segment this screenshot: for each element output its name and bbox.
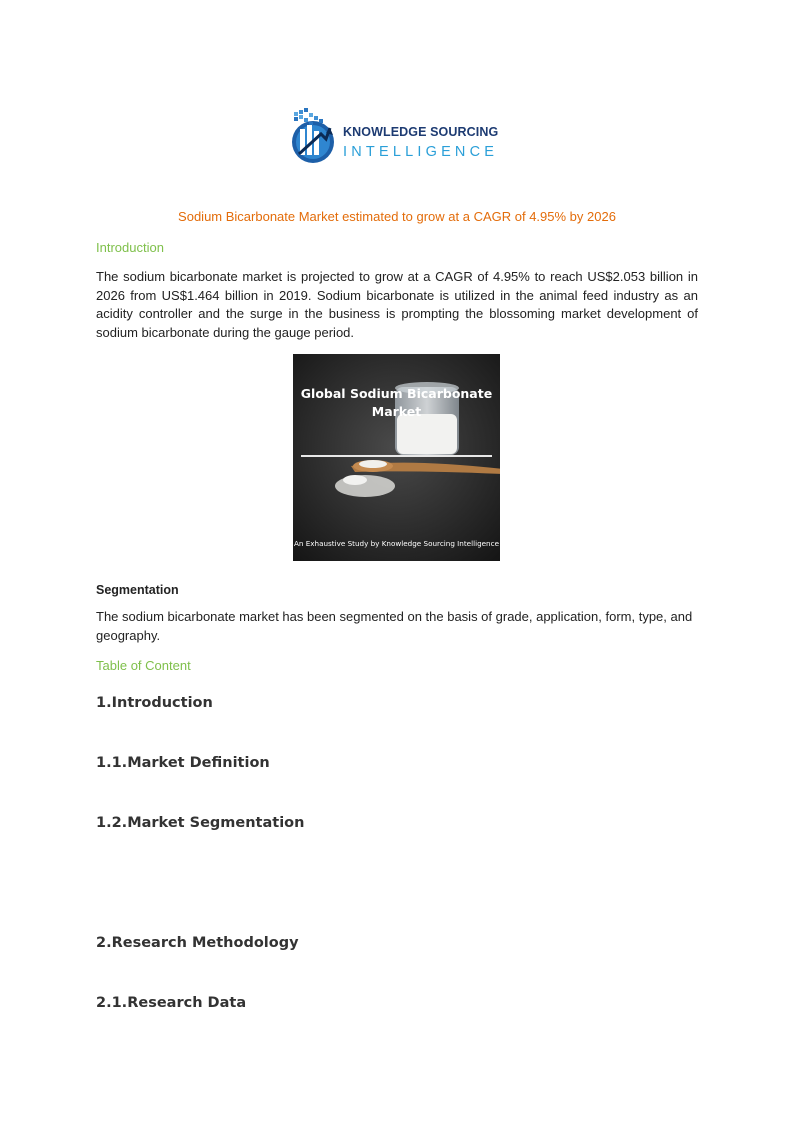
toc-item: 1.2.Market Segmentation [96,815,305,831]
segmentation-paragraph: The sodium bicarbonate market has been segmented on the basis of grade, application, form, type, and geography. [96,609,693,643]
logo-tagline: INTELLIGENCE [343,144,499,160]
press-headline: Sodium Bicarbonate Market estimated to grow at a CAGR of 4.95% by 2026 [178,209,616,224]
intro-paragraph: The sodium bicarbonate market is projected to grow at a CAGR of 4.95% to reach US$2.053 billion in 2026 from US$1.464 billion in 2019. Sodium bicarbonate is utilized in the animal feed industry as an acidity controller and the surge in the business is prompting the blossoming market development of sodium bicarbonate during the gauge period. [96,269,698,340]
toc-item: 1.1.Market Definition [96,755,270,771]
cover-title: Global Sodium Bicarbonate Market [300,386,493,419]
cover-footer: An Exhaustive Study by Knowledge Sourcing Intelligence [293,539,499,548]
intro-heading: Introduction [96,240,164,255]
toc-item: 1.Introduction [96,695,213,711]
toc-item: 2.Research Methodology [96,935,299,951]
logo-wordmark: KNOWLEDGE SOURCING [343,125,499,139]
report-cover-image [293,354,500,561]
toc-heading: Table of Content [96,658,191,673]
logo-emblem-icon [291,104,341,166]
toc-item: 2.1.Research Data [96,995,247,1011]
cover-divider [301,455,492,457]
company-logo [291,104,507,166]
segmentation-heading: Segmentation [96,583,179,597]
